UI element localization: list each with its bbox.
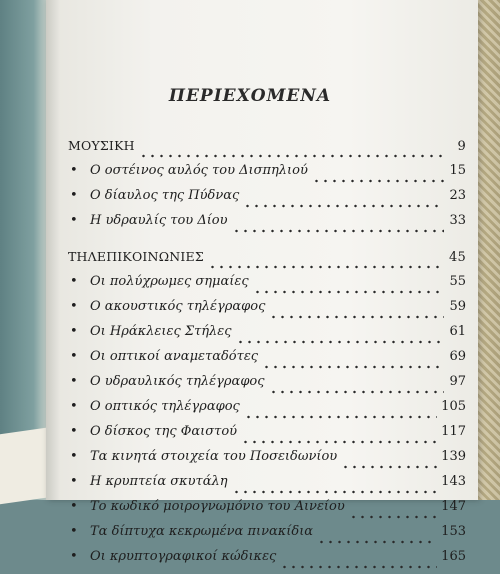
toc-entry-title: Οι Ηράκλειες Στήλες <box>90 324 232 339</box>
bullet-icon: • <box>70 549 78 564</box>
toc-entry-row <box>68 324 466 349</box>
toc-entry-row <box>68 474 466 499</box>
toc-entry-title: Η υδραυλίς του Δίου <box>90 213 228 228</box>
toc-page-number: 15 <box>449 163 466 178</box>
bullet-icon: • <box>70 188 78 203</box>
toc-entry-title: Τα κινητά στοιχεία του Ποσειδωνίου <box>90 449 338 464</box>
dot-leader <box>349 514 437 520</box>
toc-entry-title: Ο δίσκος της Φαιστού <box>90 424 238 439</box>
toc-entry-row <box>68 213 466 238</box>
toc-entry-title: Οι κρυπτογραφικοί κώδικες <box>90 549 277 564</box>
toc-page-number: 143 <box>441 474 466 489</box>
toc-page-number: 153 <box>441 524 466 539</box>
toc-section-row <box>68 249 466 274</box>
bullet-icon: • <box>70 474 78 489</box>
toc-entry-row <box>68 299 466 324</box>
bullet-icon: • <box>70 213 78 228</box>
dot-leader <box>269 389 444 395</box>
table-of-contents <box>68 138 466 574</box>
toc-entry-title: ΜΟΥΣΙΚΗ <box>68 138 135 153</box>
dot-leader <box>139 153 444 159</box>
toc-entry-title: Το κωδικό μοιρογνωμόνιο του Αινείου <box>90 499 345 514</box>
toc-entry-title: Η κρυπτεία σκυτάλη <box>90 474 228 489</box>
dot-leader <box>317 539 437 545</box>
toc-entry-title: Ο υδραυλικός τηλέγραφος <box>90 374 265 389</box>
bullet-icon: • <box>70 424 78 439</box>
background-left <box>0 0 48 500</box>
toc-page-number: 97 <box>449 374 466 389</box>
bullet-icon: • <box>70 399 78 414</box>
toc-entry-row <box>68 549 466 574</box>
dot-leader <box>269 314 444 320</box>
toc-entry-row <box>68 163 466 188</box>
bullet-icon: • <box>70 274 78 289</box>
toc-entry-title: Τα δίπτυχα κεκρωμένα πινακίδια <box>90 524 314 539</box>
toc-page-number: 165 <box>441 549 466 564</box>
bullet-icon: • <box>70 324 78 339</box>
toc-entry-row <box>68 524 466 549</box>
dot-leader <box>341 464 437 470</box>
bullet-icon: • <box>70 163 78 178</box>
toc-page-number: 117 <box>441 424 466 439</box>
bullet-icon: • <box>70 349 78 364</box>
dot-leader <box>253 289 444 295</box>
toc-page-number: 147 <box>441 499 466 514</box>
dot-leader <box>262 364 444 370</box>
toc-entry-row <box>68 424 466 449</box>
dot-leader <box>241 439 437 445</box>
dot-leader <box>232 228 444 234</box>
toc-page-number: 105 <box>441 399 466 414</box>
toc-page-number: 9 <box>457 139 466 154</box>
toc-page-number: 23 <box>449 188 466 203</box>
toc-entry-row <box>68 349 466 374</box>
toc-entry-row <box>68 274 466 299</box>
bullet-icon: • <box>70 499 78 514</box>
toc-section-row <box>68 138 466 163</box>
dot-leader <box>232 489 438 495</box>
toc-entry-title: Ο οστέινος αυλός του Δισπηλιού <box>90 163 308 178</box>
bullet-icon: • <box>70 299 78 314</box>
toc-entry-title: Ο οπτικός τηλέγραφος <box>90 399 240 414</box>
dot-leader <box>312 178 444 184</box>
toc-page-number: 33 <box>449 213 466 228</box>
bullet-icon: • <box>70 374 78 389</box>
page-title: ΠΕΡΙΕΧΟΜΕΝΑ <box>168 86 332 106</box>
bullet-icon: • <box>70 449 78 464</box>
toc-entry-row <box>68 399 466 424</box>
page-gutter-shadow <box>46 0 60 500</box>
dot-leader <box>236 339 444 345</box>
section-gap <box>68 238 466 249</box>
toc-entry-title: Οι πολύχρωμες σημαίες <box>90 274 249 289</box>
toc-page-number: 69 <box>449 349 466 364</box>
toc-page-number: 59 <box>449 299 466 314</box>
bullet-icon: • <box>70 524 78 539</box>
dot-leader <box>243 203 444 209</box>
toc-entry-row <box>68 499 466 524</box>
dot-leader <box>244 414 437 420</box>
toc-page-number: 61 <box>449 324 466 339</box>
toc-entry-title: Ο ακουστικός τηλέγραφος <box>90 299 266 314</box>
dot-leader <box>208 264 444 270</box>
toc-page-number: 55 <box>449 274 466 289</box>
toc-page-number: 139 <box>441 449 466 464</box>
toc-entry-title: Οι οπτικοί αναμεταδότες <box>90 349 259 364</box>
toc-entry-row <box>68 188 466 213</box>
dot-leader <box>280 564 437 570</box>
toc-entry-title: Ο δίαυλος της Πύδνας <box>90 188 240 203</box>
toc-entry-title: ΤΗΛΕΠΙΚΟΙΝΩΝΙΕΣ <box>68 249 204 264</box>
toc-entry-row <box>68 374 466 399</box>
toc-entry-row <box>68 449 466 474</box>
toc-page-number: 45 <box>449 250 466 265</box>
